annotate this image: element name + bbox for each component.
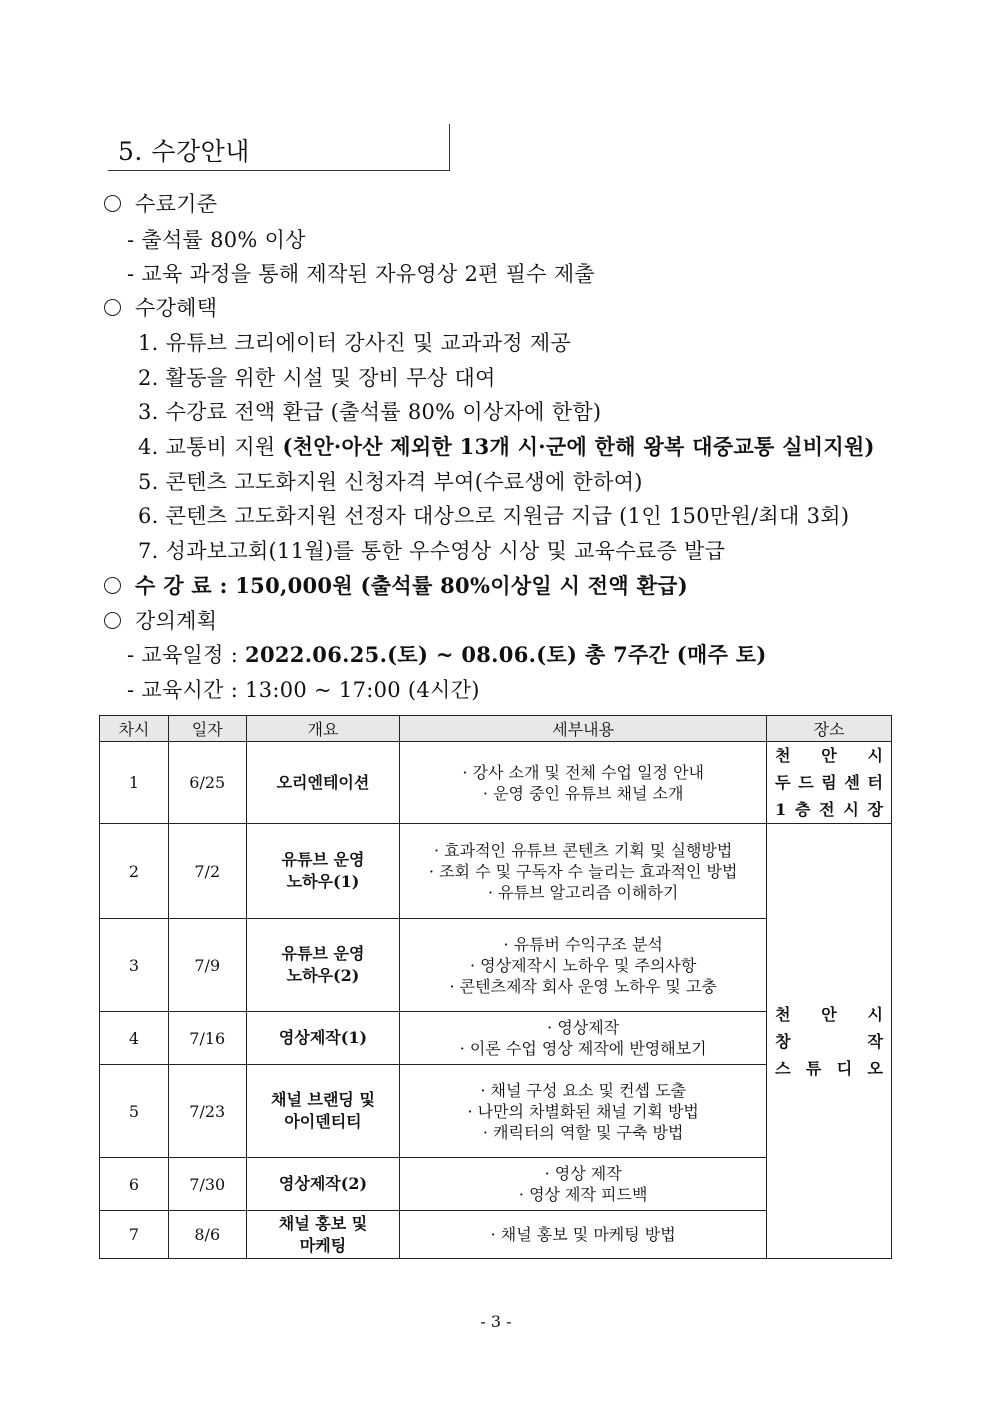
header-outline: 개요: [246, 716, 400, 742]
outline-cell: 유튜브 운영 노하우(1): [246, 824, 400, 919]
header-session: 차시: [100, 716, 169, 742]
place-cell-studio: 천 안 시 창 작 스 튜 디 오: [767, 824, 892, 1259]
outline-cell: 영상제작(2): [246, 1158, 400, 1211]
session-cell: 5: [100, 1065, 169, 1158]
outline-cell: 채널 홍보 및 마케팅: [246, 1211, 400, 1259]
date-cell: 6/25: [168, 742, 246, 824]
time-line: - 교육시간 : 13:00 ~ 17:00 (4시간): [127, 678, 480, 702]
details-cell: · 강사 소개 및 전체 수업 일정 안내 · 운영 중인 유튜브 채널 소개: [400, 742, 767, 824]
completion-item: - 출석률 80% 이상: [127, 228, 306, 252]
date-cell: 7/2: [168, 824, 246, 919]
outline-cell: 영상제작(1): [246, 1012, 400, 1065]
benefits-heading-line: [104, 292, 217, 322]
fee-line: [104, 570, 688, 600]
session-cell: 6: [100, 1158, 169, 1211]
table-row: [100, 742, 892, 824]
date-cell: 7/16: [168, 1012, 246, 1065]
session-cell: 7: [100, 1211, 169, 1259]
outline-cell: 채널 브랜딩 및 아이덴티티: [246, 1065, 400, 1158]
circle-bullet-icon: [104, 577, 121, 594]
details-cell: · 영상 제작 · 영상 제작 피드백: [400, 1158, 767, 1211]
place-cell-dudream: 천 안 시 두 드 림 센 터 1 층 전 시 장: [767, 742, 892, 824]
date-cell: 7/23: [168, 1065, 246, 1158]
completion-item: - 교육 과정을 통해 제작된 자유영상 2편 필수 제출: [127, 262, 595, 286]
fee-value: 150,000원 (출석률 80%이상일 시 전액 환급): [235, 573, 688, 598]
date-cell: 7/30: [168, 1158, 246, 1211]
details-cell: · 영상제작 · 이론 수업 영상 제작에 반영해보기: [400, 1012, 767, 1065]
table-row: [100, 824, 892, 919]
completion-heading-line: [104, 188, 217, 218]
benefit-item: 5. 콘텐츠 고도화지원 신청자격 부여(수료생에 한하여): [138, 470, 643, 494]
details-cell: · 채널 홍보 및 마케팅 방법: [400, 1211, 767, 1259]
session-cell: 2: [100, 824, 169, 919]
details-cell: · 채널 구성 요소 및 컨셉 도출 · 나만의 차별화된 채널 기획 방법 · 캐릭터의 역할 및 구축 방법: [400, 1065, 767, 1158]
session-cell: 1: [100, 742, 169, 824]
outline-cell: 오리엔테이션: [246, 742, 400, 824]
benefit-item: 2. 활동을 위한 시설 및 장비 무상 대여: [138, 366, 496, 390]
session-cell: 4: [100, 1012, 169, 1065]
benefit-item: 3. 수강료 전액 환급 (출석률 80% 이상자에 한함): [138, 400, 602, 424]
completion-heading: 수료기준: [135, 192, 218, 216]
benefit-item: 1. 유튜브 크리에이터 강사진 및 교과과정 제공: [138, 331, 572, 355]
circle-bullet-icon: [104, 195, 121, 212]
benefit-item: 6. 콘텐츠 고도화지원 선정자 대상으로 지원금 지급 (1인 150만원/최대 3회): [138, 504, 850, 528]
date-cell: 7/9: [168, 919, 246, 1012]
section-title-box: [108, 124, 450, 171]
date-cell: 8/6: [168, 1211, 246, 1259]
benefits-heading: 수강혜택: [135, 296, 218, 320]
details-cell: · 효과적인 유튜브 콘텐츠 기획 및 실행방법 · 조회 수 및 구독자 수 늘리는 효과적인 방법 · 유튜브 알고리즘 이해하기: [400, 824, 767, 919]
circle-bullet-icon: [104, 299, 121, 316]
benefit-item: 7. 성과보고회(11월)를 통한 우수영상 시상 및 교육수료증 발급: [138, 539, 726, 563]
schedule-line: - 교육일정 : 2022.06.25.(토) ~ 08.06.(토) 총 7주간 (매주 토): [127, 642, 767, 667]
page-number: - 3 -: [480, 1312, 512, 1331]
fee-label: 수 강 료 :: [135, 573, 236, 598]
header-details: 세부내용: [400, 716, 767, 742]
circle-bullet-icon: [104, 612, 121, 629]
section-title: 5. 수강안내: [118, 137, 250, 166]
header-place: 장소: [767, 716, 892, 742]
outline-cell: 유튜브 운영 노하우(2): [246, 919, 400, 1012]
benefit-item: 4. 교통비 지원 (천안·아산 제외한 13개 시·군에 한해 왕복 대중교통 실비지원): [138, 434, 875, 459]
details-cell: · 유튜버 수익구조 분석 · 영상제작시 노하우 및 주의사항 · 콘텐츠제작 회사 운영 노하우 및 고충: [400, 919, 767, 1012]
session-cell: 3: [100, 919, 169, 1012]
table-header-row: [100, 716, 892, 742]
lecture-plan-heading-line: [104, 605, 217, 635]
lecture-plan-heading: 강의계획: [135, 609, 218, 633]
lecture-plan-table: [99, 715, 892, 1259]
header-date: 일자: [168, 716, 246, 742]
